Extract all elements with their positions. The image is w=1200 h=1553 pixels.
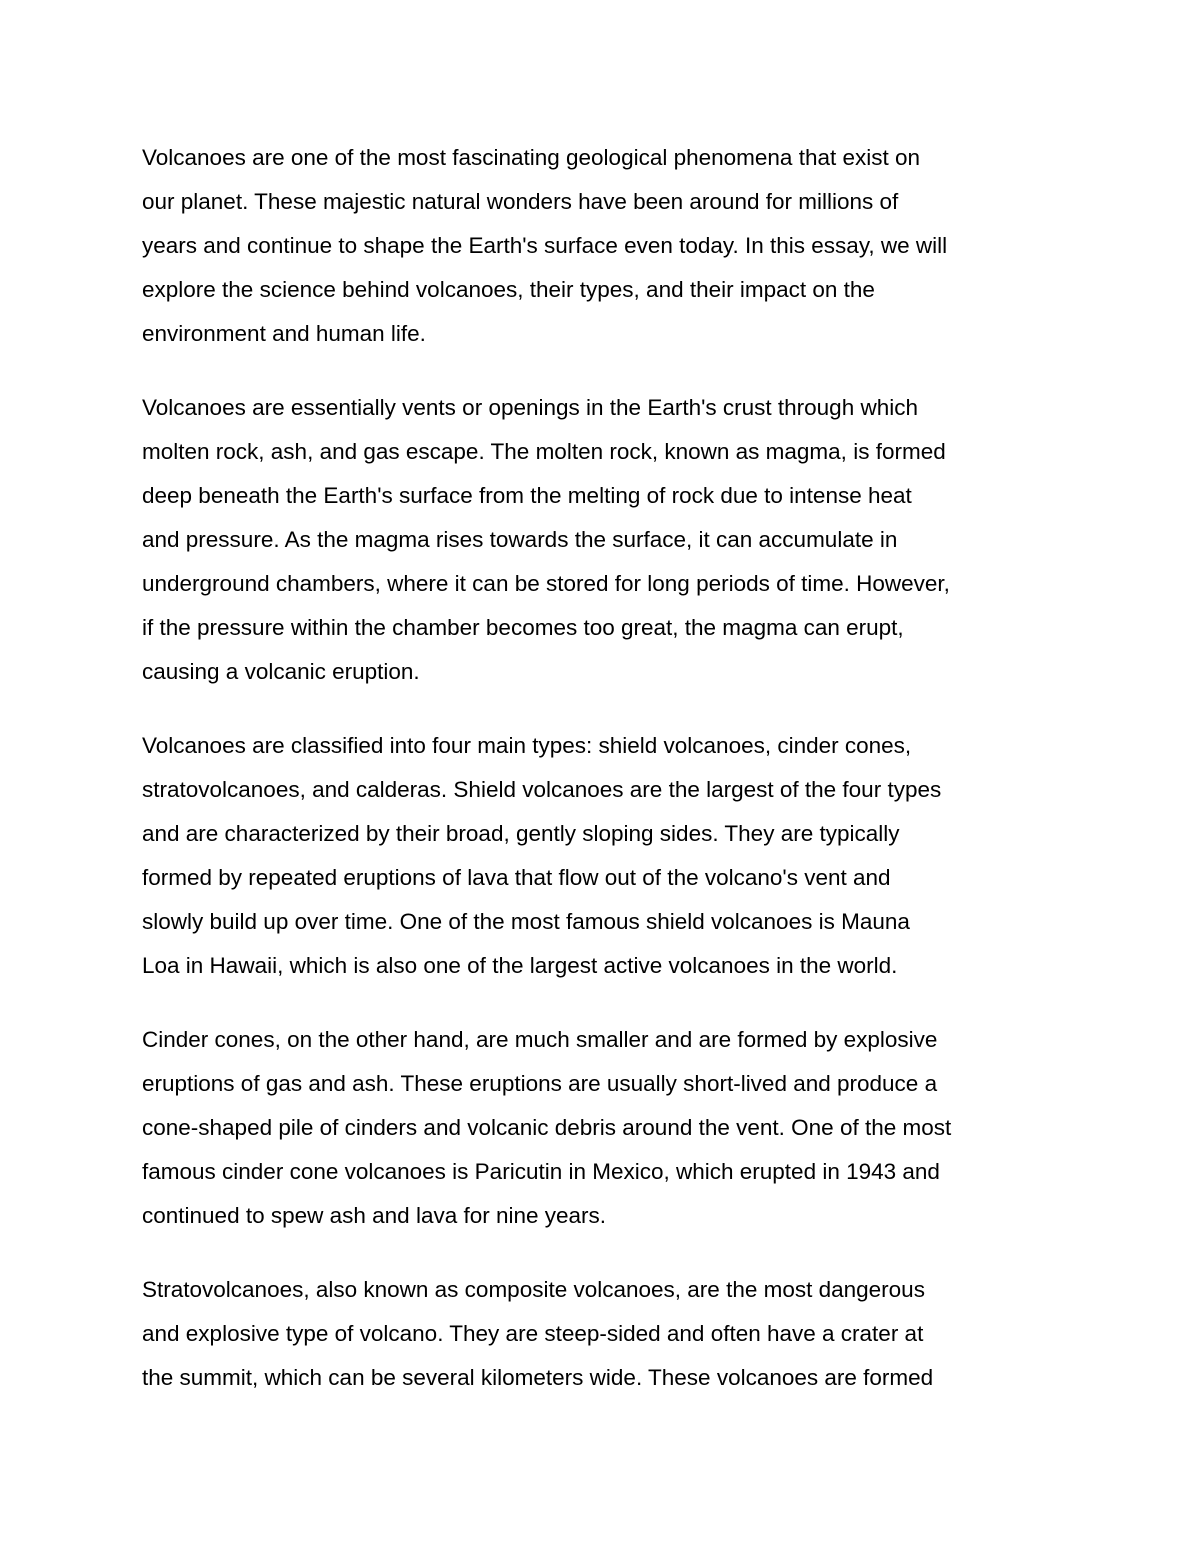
- text-line: molten rock, ash, and gas escape. The molten rock, known as magma, is formed: [142, 439, 946, 464]
- text-line: eruptions of gas and ash. These eruptions are usually short-lived and produce a: [142, 1071, 938, 1096]
- paragraph-4: [142, 1018, 1102, 1238]
- paragraph-1: [142, 136, 1102, 356]
- text-line: formed by repeated eruptions of lava that flow out of the volcano's vent and: [142, 865, 891, 890]
- paragraph-2: [142, 386, 1102, 694]
- text-line: and are characterized by their broad, gently sloping sides. They are typically: [142, 821, 900, 846]
- text-line: Volcanoes are classified into four main types: shield volcanoes, cinder cones,: [142, 733, 912, 758]
- text-line: Volcanoes are essentially vents or openings in the Earth's crust through which: [142, 395, 918, 420]
- text-line: years and continue to shape the Earth's surface even today. In this essay, we will: [142, 233, 948, 258]
- text-line: continued to spew ash and lava for nine years.: [142, 1203, 607, 1228]
- text-line: and explosive type of volcano. They are steep-sided and often have a crater at: [142, 1321, 924, 1346]
- text-line: underground chambers, where it can be stored for long periods of time. However,: [142, 571, 950, 596]
- text-line: our planet. These majestic natural wonders have been around for millions of: [142, 189, 899, 214]
- text-line: and pressure. As the magma rises towards the surface, it can accumulate in: [142, 527, 898, 552]
- text-line: explore the science behind volcanoes, their types, and their impact on the: [142, 277, 875, 302]
- text-line: cone-shaped pile of cinders and volcanic debris around the vent. One of the most: [142, 1115, 952, 1140]
- text-line: Volcanoes are one of the most fascinating geological phenomena that exist on: [142, 145, 921, 170]
- text-line: if the pressure within the chamber becomes too great, the magma can erupt,: [142, 615, 904, 640]
- paragraph-3: [142, 724, 1102, 988]
- text-line: Stratovolcanoes, also known as composite volcanoes, are the most dangerous: [142, 1277, 925, 1302]
- paragraph-5: [142, 1268, 1102, 1400]
- text-line: slowly build up over time. One of the most famous shield volcanoes is Mauna: [142, 909, 910, 934]
- text-line: stratovolcanoes, and calderas. Shield volcanoes are the largest of the four types: [142, 777, 942, 802]
- text-line: Loa in Hawaii, which is also one of the largest active volcanoes in the world.: [142, 953, 898, 978]
- text-line: famous cinder cone volcanoes is Paricutin in Mexico, which erupted in 1943 and: [142, 1159, 940, 1184]
- document-body: [142, 136, 1102, 1430]
- text-line: the summit, which can be several kilometers wide. These volcanoes are formed: [142, 1365, 934, 1390]
- text-line: deep beneath the Earth's surface from the melting of rock due to intense heat: [142, 483, 912, 508]
- text-line: causing a volcanic eruption.: [142, 659, 420, 684]
- text-line: environment and human life.: [142, 321, 426, 346]
- text-line: Cinder cones, on the other hand, are much smaller and are formed by explosive: [142, 1027, 938, 1052]
